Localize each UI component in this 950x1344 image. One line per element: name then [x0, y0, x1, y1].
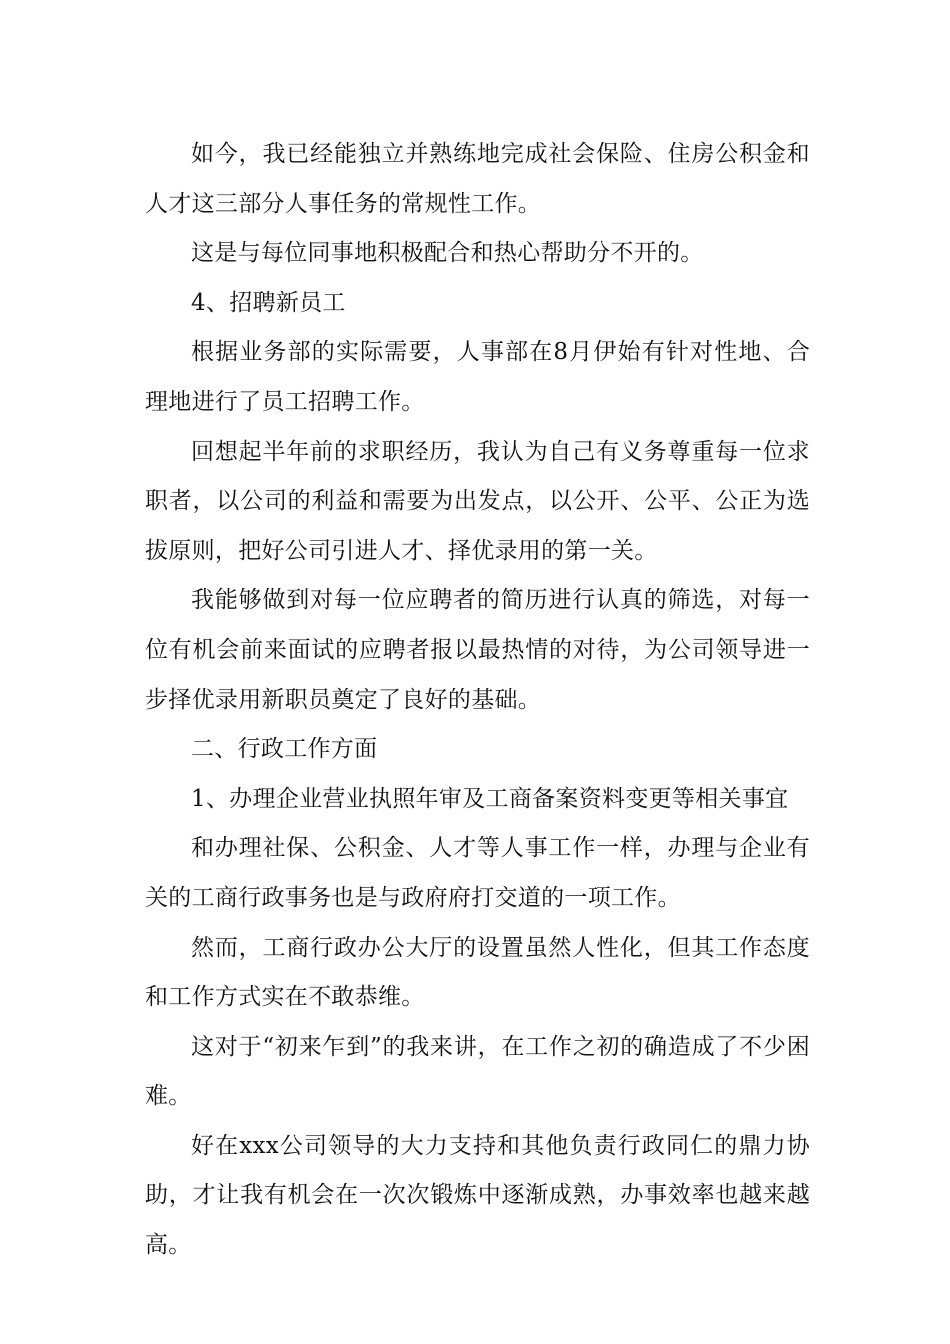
paragraph-3: 根据业务部的实际需要，人事部在8月伊始有针对性地、合理地进行了员工招聘工作。	[145, 339, 810, 415]
paragraph-4: 回想起半年前的求职经历，我认为自己有义务尊重每一位求职者，以公司的利益和需要为出发点，以公开、公平、公正为选拔原则，把好公司引进人才、择优录用的第一关。	[145, 438, 810, 564]
subsection-heading-business-license: 1、办理企业营业执照年审及工商备案资料变更等相关事宜	[191, 785, 789, 812]
paragraph-5: 我能够做到对每一位应聘者的简历进行认真的筛选，对每一位有机会前来面试的应聘者报以最热情的对待，为公司领导进一步择优录用新职员奠定了良好的基础。	[145, 587, 810, 713]
section-heading-administration: 二、行政工作方面	[191, 736, 378, 763]
paragraph-2: 这是与每位同事地积极配合和热心帮助分不开的。	[191, 240, 704, 267]
document-body	[145, 130, 810, 1271]
paragraph-1: 如今，我已经能独立并熟练地完成社会保险、住房公积金和人才这三部分人事任务的常规性工作。	[145, 141, 810, 217]
section-heading-recruitment: 4、招聘新员工	[191, 289, 346, 316]
paragraph-9: 好在xxx公司领导的大力支持和其他负责行政同仁的鼎力协助，才让我有机会在一次次锻炼中逐渐成熟，办事效率也越来越高。	[145, 1132, 810, 1259]
paragraph-7: 然而，工商行政办公大厅的设置虽然人性化，但其工作态度和工作方式实在不敢恭维。	[145, 934, 810, 1011]
paragraph-8: 这对于“初来乍到”的我来讲，在工作之初的确造成了不少困难。	[145, 1033, 810, 1110]
paragraph-6: 和办理社保、公积金、人才等人事工作一样，办理与企业有关的工商行政事务也是与政府府打交道的一项工作。	[145, 835, 810, 911]
